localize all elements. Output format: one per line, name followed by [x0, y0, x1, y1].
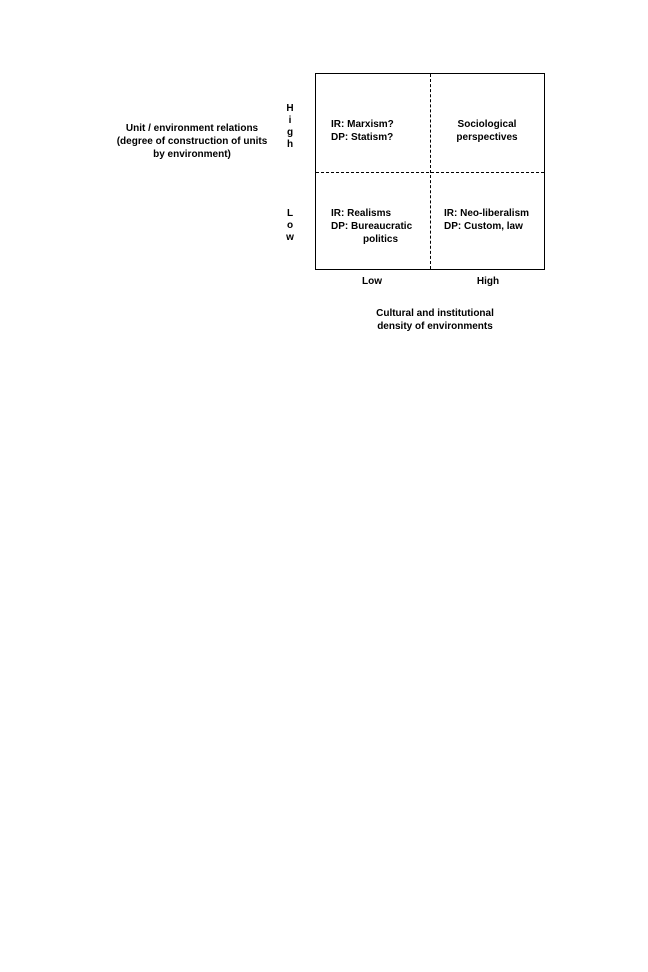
cell-line: IR: Realisms: [331, 208, 392, 219]
y-tick-high: [282, 103, 298, 151]
cell-bottom-left: [331, 207, 412, 246]
cell-line: IR: Marxism?: [331, 119, 394, 130]
y-tick-low-letter: w: [286, 232, 294, 243]
x-axis-title: [355, 307, 515, 333]
y-axis-title: [112, 122, 272, 161]
x-tick-low: Low: [362, 276, 382, 287]
y-tick-high-letter: h: [286, 139, 294, 150]
y-tick-low-letter: o: [286, 220, 294, 231]
y-axis-title-line: Unit / environment relations: [125, 123, 259, 134]
cell-bottom-right: [444, 207, 529, 233]
cell-top-right: [430, 118, 544, 144]
horizontal-dashed-divider: [316, 172, 544, 173]
x-tick-high: High: [476, 276, 500, 287]
two-by-two-matrix: [315, 73, 545, 270]
cell-line: Sociological: [457, 119, 517, 130]
y-tick-high-letter: g: [286, 127, 294, 138]
cell-line: politics: [363, 234, 399, 245]
y-axis-title-line: (degree of construction of units: [116, 136, 268, 147]
cell-top-left: [331, 118, 394, 144]
cell-line: DP: Bureaucratic: [331, 221, 413, 232]
y-tick-low: [282, 208, 298, 244]
y-axis-title-line: by environment): [153, 149, 231, 160]
cell-line: perspectives: [456, 132, 518, 143]
y-tick-high-letter: H: [286, 103, 294, 114]
cell-line: IR: Neo-liberalism: [444, 208, 530, 219]
cell-line: DP: Statism?: [331, 132, 394, 143]
y-tick-high-letter: i: [288, 115, 292, 126]
x-axis-title-line: density of environments: [377, 321, 493, 332]
cell-line: DP: Custom, law: [444, 221, 523, 232]
y-tick-low-letter: L: [286, 208, 294, 219]
x-axis-title-line: Cultural and institutional: [376, 308, 494, 319]
